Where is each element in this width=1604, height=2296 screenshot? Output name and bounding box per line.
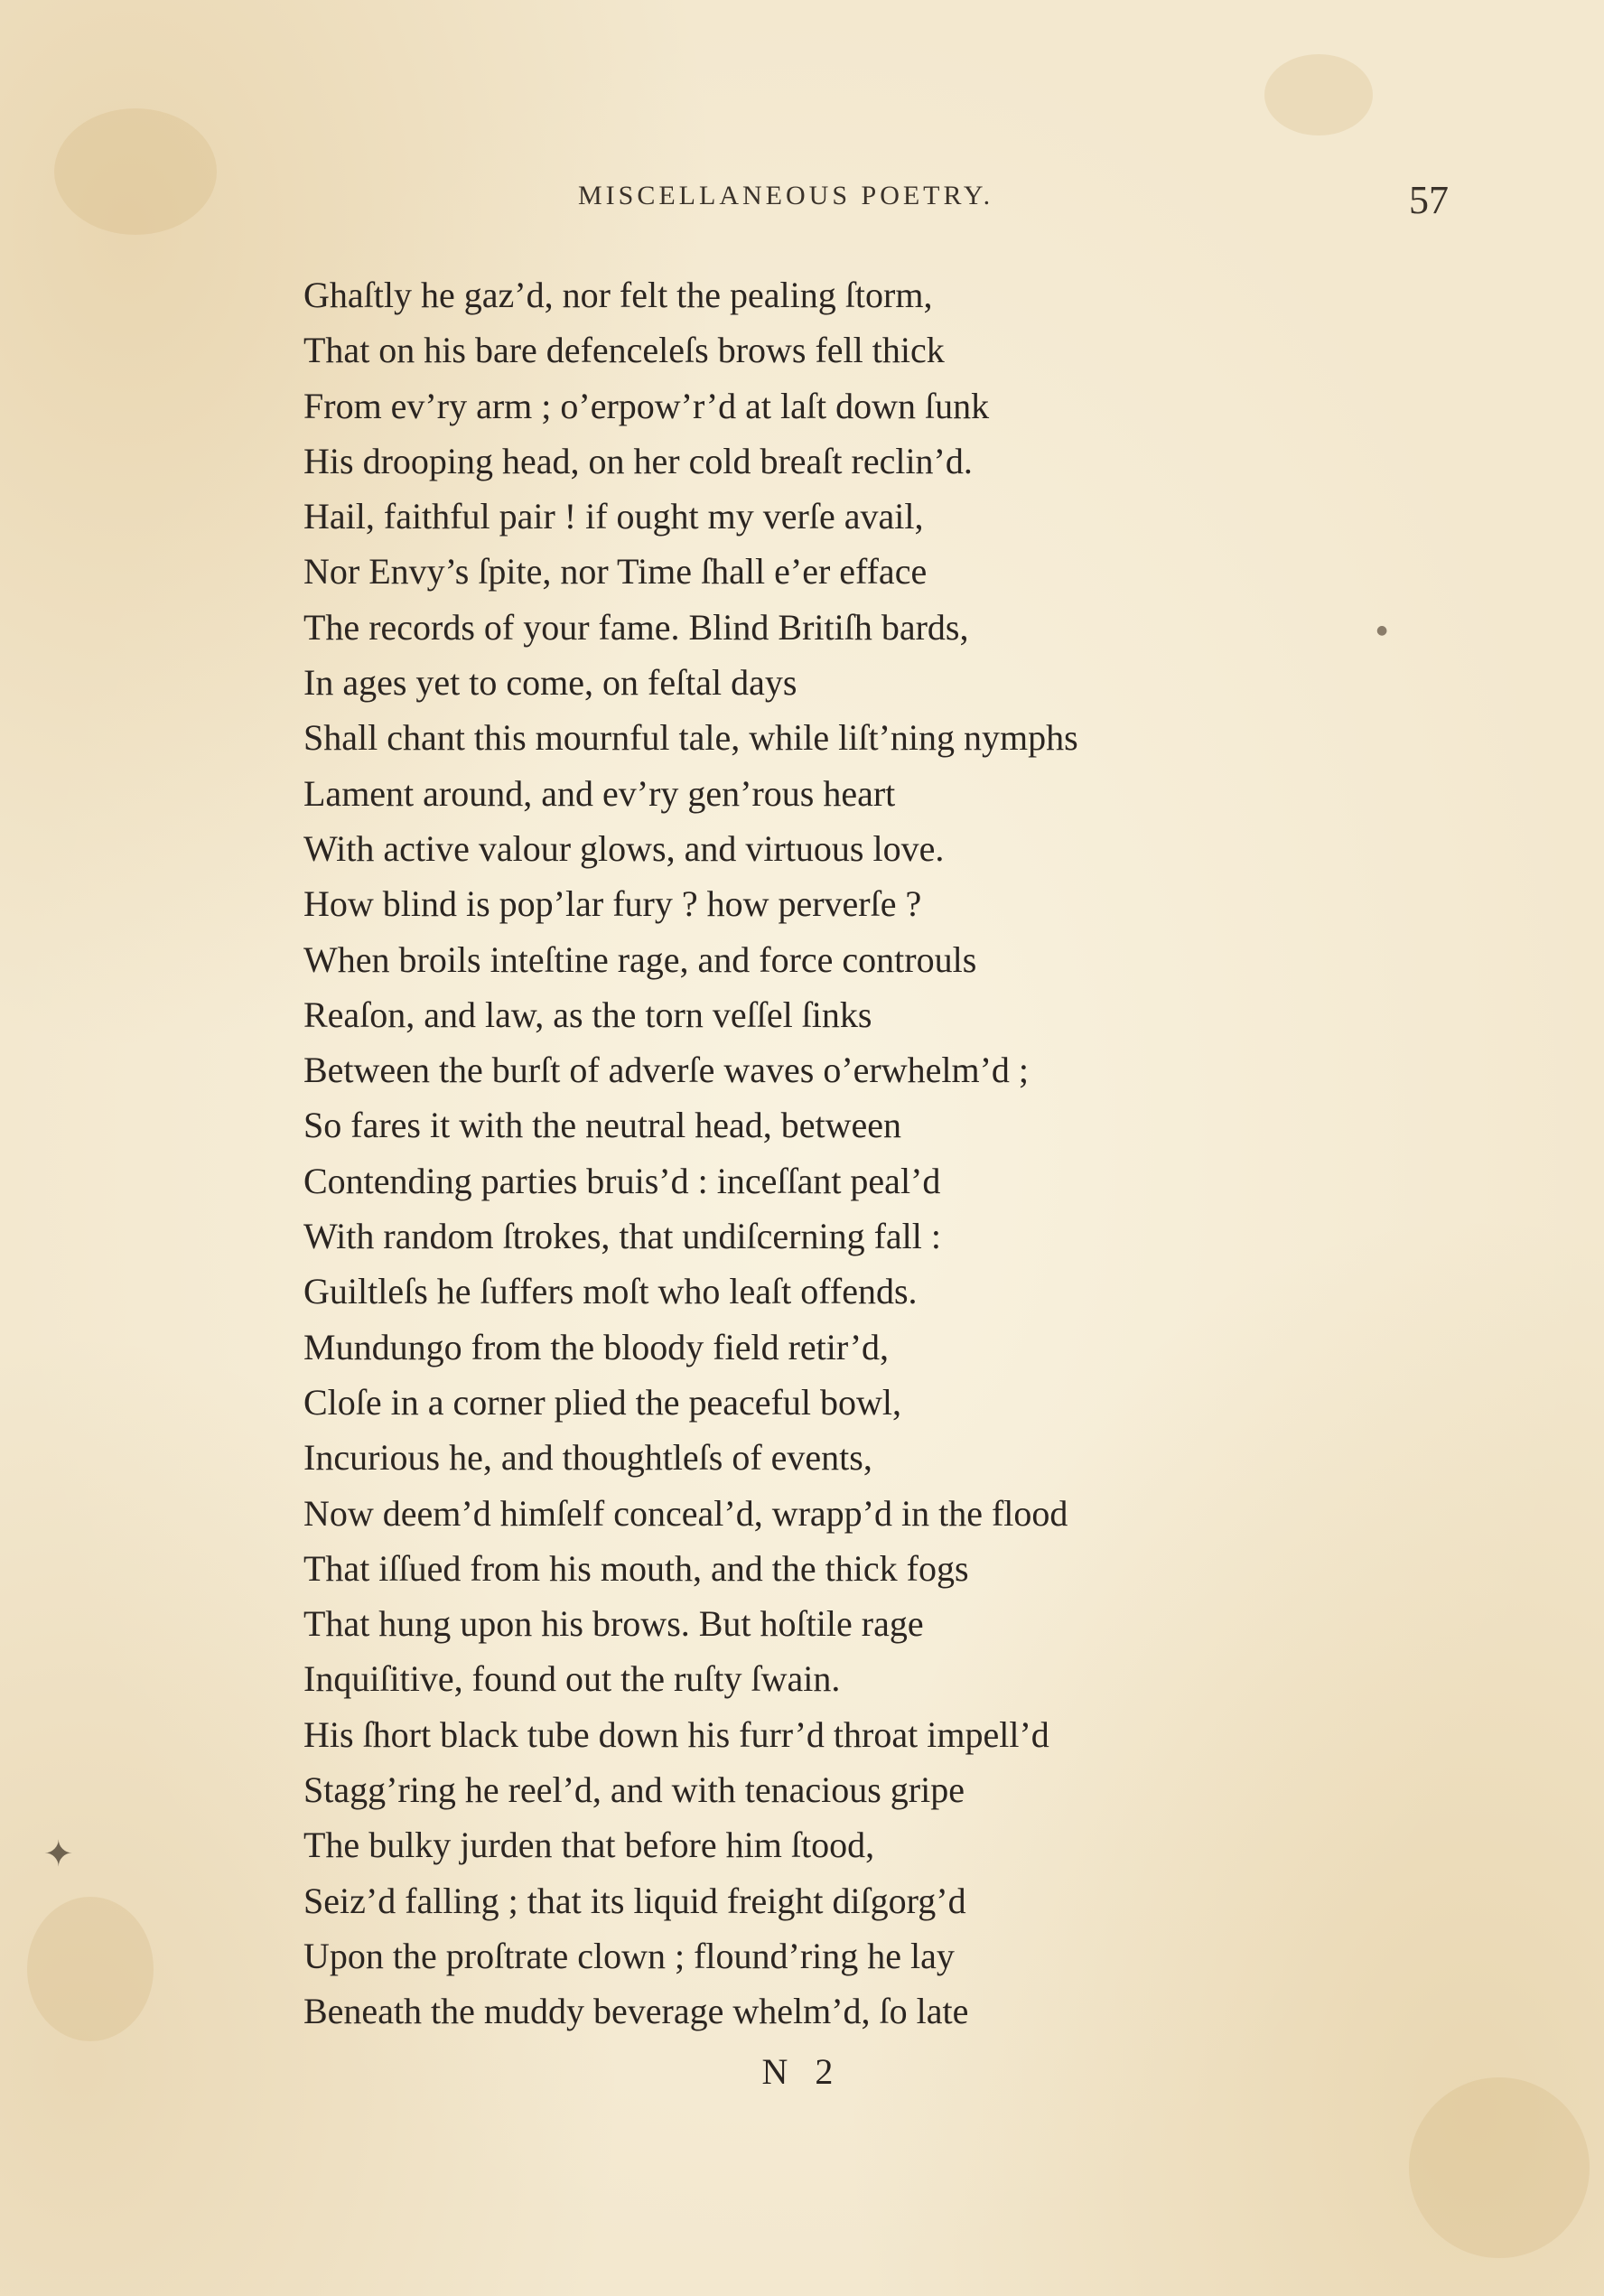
- poem-line: Nor Envy’s ſpite, nor Time ſhall e’er efface: [303, 551, 928, 593]
- poem-line: So fares it with the neutral head, between: [303, 1105, 901, 1146]
- poem-line: Incurious he, and thoughtleſs of events,: [303, 1437, 872, 1479]
- ink-blemish: ●: [1376, 623, 1388, 638]
- poem-line: Seiz’d falling ; that its liquid freight diſgorg’d: [303, 1880, 966, 1921]
- poem-line: Beneath the muddy beverage whelm’d, ſo late: [303, 1991, 969, 2032]
- page-number: 57: [1409, 178, 1449, 222]
- poem-line: In ages yet to come, on feſtal days: [303, 662, 797, 704]
- foxing-spot: [27, 1897, 154, 2041]
- foxing-spot: [1264, 54, 1373, 135]
- ink-blemish: ✦: [43, 1834, 74, 1875]
- poem-line: Cloſe in a corner plied the peaceful bowl,: [303, 1381, 901, 1423]
- poem-line: With active valour glows, and virtuous love.: [303, 827, 945, 869]
- running-head-title: MISCELLANEOUS POETRY.: [578, 181, 994, 210]
- poem-line: That iſſued from his mouth, and the thick fogs: [303, 1547, 969, 1589]
- poem-line: Shall chant this mournful tale, while liſt’ning nymphs: [303, 717, 1078, 759]
- poem-line: Lament around, and ev’ry gen’rous heart: [303, 772, 896, 814]
- poem-line: Hail, faithful pair ! if ought my verſe avail,: [303, 496, 924, 537]
- poem-line: Now deem’d himſelf conceal’d, wrapp’d in the flood: [303, 1492, 1068, 1534]
- poem-line: How blind is pop’lar fury ? how perverſe ?: [303, 883, 922, 925]
- poem-line: Between the burſt of adverſe waves o’erwhelm’d ;: [303, 1050, 1030, 1091]
- poem-line: Inquiſitive, found out the ruſty ſwain.: [303, 1658, 841, 1700]
- poem-text: [303, 267, 1297, 2039]
- poem-line: His drooping head, on her cold breaſt reclin’d.: [303, 440, 973, 481]
- signature-mark: N 2: [761, 2051, 843, 2092]
- poem-line: The bulky jurden that before him ſtood,: [303, 1825, 875, 1866]
- running-head: [0, 178, 1604, 226]
- poem-line: That on his bare defenceleſs brows fell thick: [303, 330, 945, 371]
- poem-line: Upon the proſtrate clown ; flound’ring he lay: [303, 1935, 955, 1976]
- poem-line: With random ſtrokes, that undiſcerning fall :: [303, 1216, 941, 1257]
- poem-line: The records of your fame. Blind Britiſh bards,: [303, 606, 969, 648]
- poem-line: From ev’ry arm ; o’erpow’r’d at laſt down ſunk: [303, 385, 990, 426]
- poem-line: That hung upon his brows. But hoſtile rage: [303, 1603, 924, 1645]
- poem-line: Reaſon, and law, as the torn veſſel ſinks: [303, 994, 872, 1035]
- poem-line: Ghaſtly he gaz’d, nor felt the pealing ſtorm,: [303, 275, 933, 315]
- poem-line: Contending parties bruis’d : inceſſant peal’d: [303, 1160, 941, 1201]
- poem-line: His ſhort black tube down his furr’d throat impell’d: [303, 1713, 1049, 1755]
- poem-line: Mundungo from the bloody field retir’d,: [303, 1326, 890, 1367]
- poem-line: Stagg’ring he reel’d, and with tenacious gripe: [303, 1769, 965, 1811]
- poem-line: When broils inteſtine rage, and force controuls: [303, 938, 977, 980]
- foxing-spot: [1409, 2077, 1590, 2258]
- poem-line: Guiltleſs he ſuffers moſt who leaſt offends.: [303, 1271, 918, 1312]
